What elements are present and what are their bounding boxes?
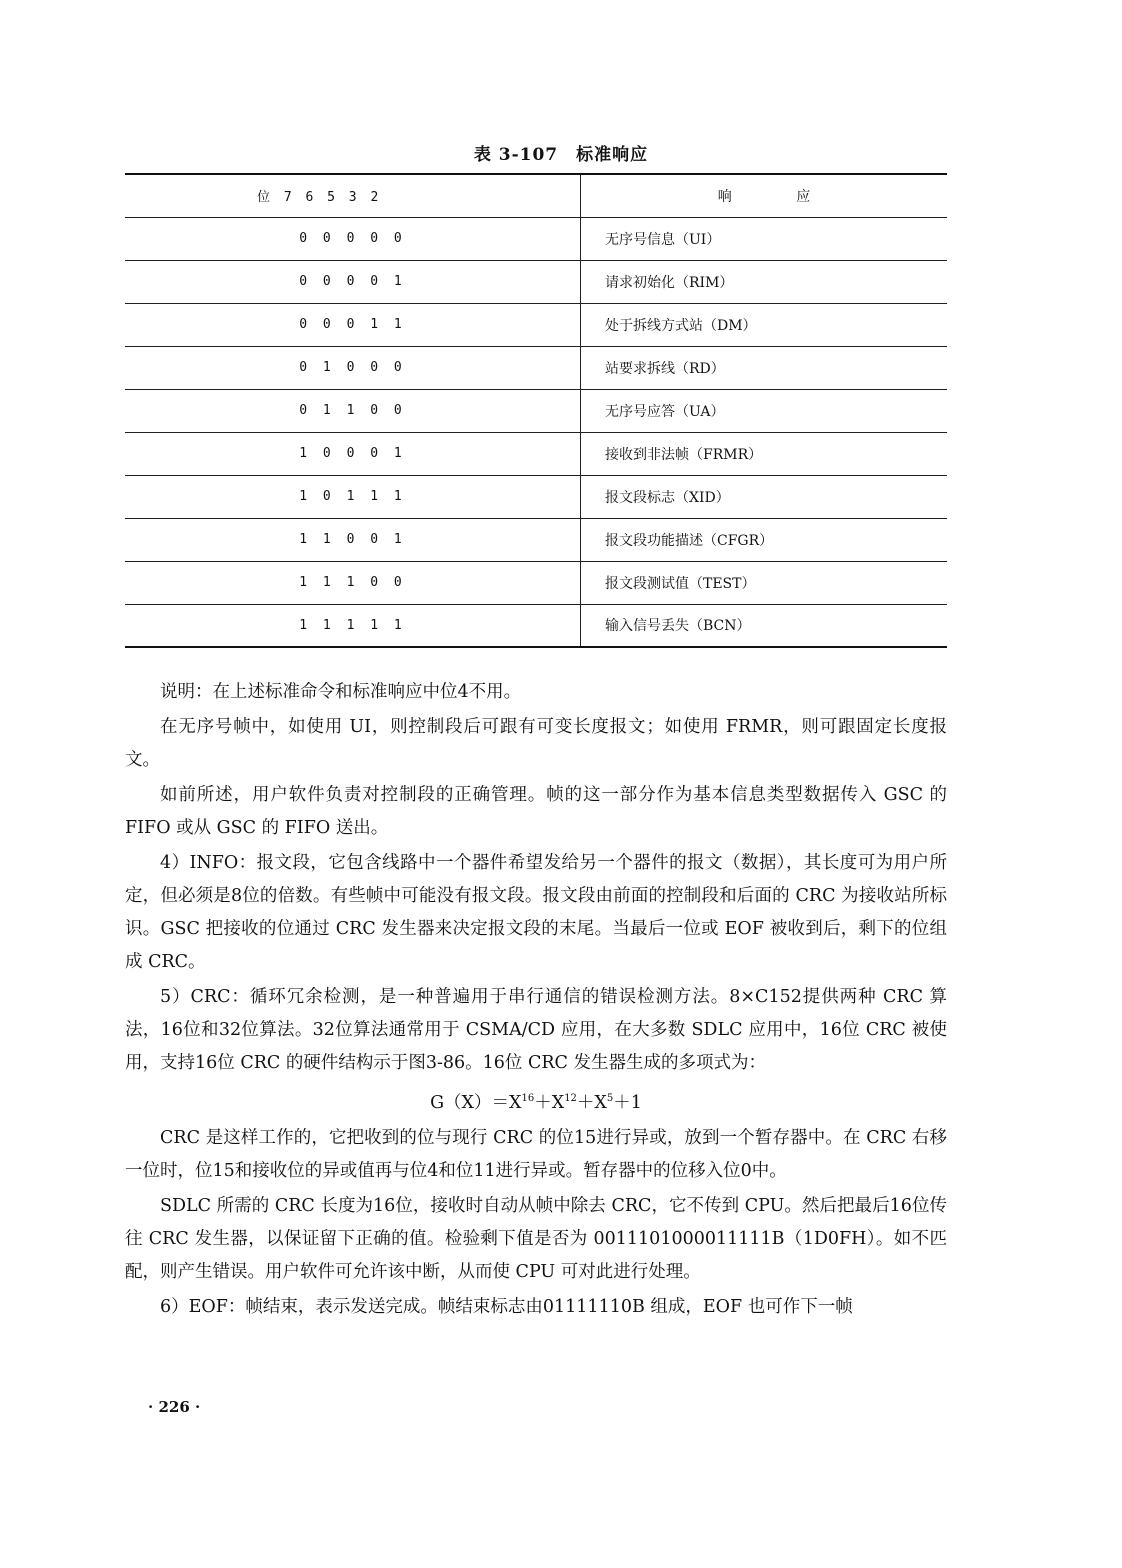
formula-term: ＋X xyxy=(534,1092,565,1113)
table-row xyxy=(125,389,947,432)
table-row xyxy=(125,518,947,561)
paragraph: 如前所述，用户软件负责对控制段的正确管理。帧的这一部分作为基本信息类型数据传入 GSC 的 FIFO 或从 GSC 的 FIFO 送出。 xyxy=(125,785,947,838)
row-bits: 1 1 0 0 1 xyxy=(125,518,581,561)
note-paragraph: 说明：在上述标准命令和标准响应中位4不用。 xyxy=(160,682,522,702)
page-number: · 226 · xyxy=(148,1398,201,1416)
header-bits: 位 7 6 5 3 2 xyxy=(125,174,581,217)
paragraph-info: 4）INFO：报文段，它包含线路中一个器件希望发给另一个器件的报文（数据），其长度可为用户所定，但必须是8位的倍数。有些帧中可能没有报文段。报文段由前面的控制段和后面的 CRC 为接收站所标识。GSC 把接收的位通过 CRC 发生器来决定报文段的末尾。当最后一位或 EOF 被收到后，剩下的位组成 CRC。 xyxy=(125,853,947,972)
row-bits: 0 0 0 0 1 xyxy=(125,260,581,303)
row-response: 报文段测试值（TEST） xyxy=(581,561,948,604)
row-bits: 0 0 0 0 0 xyxy=(125,217,581,260)
row-response: 站要求拆线（RD） xyxy=(581,346,948,389)
table-row xyxy=(125,475,947,518)
row-response: 请求初始化（RIM） xyxy=(581,260,948,303)
row-response: 无序号应答（UA） xyxy=(581,389,948,432)
table-row xyxy=(125,346,947,389)
row-response: 处于拆线方式站（DM） xyxy=(581,303,948,346)
row-bits: 1 1 1 1 1 xyxy=(125,604,581,647)
row-response: 报文段标志（XID） xyxy=(581,475,948,518)
table-row xyxy=(125,260,947,303)
row-response: 无序号信息（UI） xyxy=(581,217,948,260)
table-row xyxy=(125,217,947,260)
row-bits: 0 0 0 1 1 xyxy=(125,303,581,346)
paragraph: 在无序号帧中，如使用 UI，则控制段后可跟有可变长度报文；如使用 FRMR，则可跟固定长度报文。 xyxy=(125,717,947,770)
standard-response-table xyxy=(125,173,947,648)
paragraph: CRC 是这样工作的，它把收到的位与现行 CRC 的位15进行异或，放到一个暂存器中。在 CRC 右移一位时，位15和接收位的异或值再与位4和位11进行异或。暂存器中的位移入位0中。 xyxy=(125,1127,947,1181)
row-bits: 0 1 0 0 0 xyxy=(125,346,581,389)
table-row xyxy=(125,303,947,346)
row-bits: 0 1 1 0 0 xyxy=(125,389,581,432)
header-response: 响 应 xyxy=(581,174,948,217)
body-text xyxy=(125,676,947,1326)
paragraph-eof: 6）EOF：帧结束，表示发送完成。帧结束标志由01111110B 组成，EOF 也可作下一帧 xyxy=(160,1296,853,1317)
row-response: 接收到非法帧（FRMR） xyxy=(581,432,948,475)
formula-exp-16: 16 xyxy=(521,1093,535,1104)
formula-exp-5: 5 xyxy=(606,1093,614,1104)
formula-exp-12: 12 xyxy=(564,1093,577,1104)
table-row xyxy=(125,604,947,647)
crc-polynomial-formula xyxy=(125,1082,947,1120)
table-header-row xyxy=(125,174,947,217)
row-bits: 1 1 1 0 0 xyxy=(125,561,581,604)
paragraph: SDLC 所需的 CRC 长度为16位，接收时自动从帧中除去 CRC，它不传到 CPU。然后把最后16位传往 CRC 发生器，以保证留下正确的值。检验剩下值是否为 0011101000011111B（1D0FH）。如不匹配，则产生错误。用户软件可允许该中断，从而使 CPU 可对此进行处理。 xyxy=(125,1195,947,1282)
table-row xyxy=(125,432,947,475)
table-row xyxy=(125,561,947,604)
row-bits: 1 0 1 1 1 xyxy=(125,475,581,518)
table-caption: 表 3-107 标准响应 xyxy=(473,145,649,165)
formula-term: ＋X xyxy=(576,1092,607,1113)
row-response: 输入信号丢失（BCN） xyxy=(581,604,948,647)
formula-lhs: G（X）＝X xyxy=(430,1092,522,1113)
row-response: 报文段功能描述（CFGR） xyxy=(581,518,948,561)
formula-term: ＋1 xyxy=(613,1092,642,1113)
row-bits: 1 0 0 0 1 xyxy=(125,432,581,475)
paragraph-crc: 5）CRC：循环冗余检测，是一种普遍用于串行通信的错误检测方法。8×C152提供两种 CRC 算法，16位和32位算法。32位算法通常用于 CSMA/CD 应用，在大多数 SDLC 应用中，16位 CRC 被使用，支持16位 CRC 的硬件结构示于图3-86。16位 CRC 发生器生成的多项式为： xyxy=(125,987,947,1073)
